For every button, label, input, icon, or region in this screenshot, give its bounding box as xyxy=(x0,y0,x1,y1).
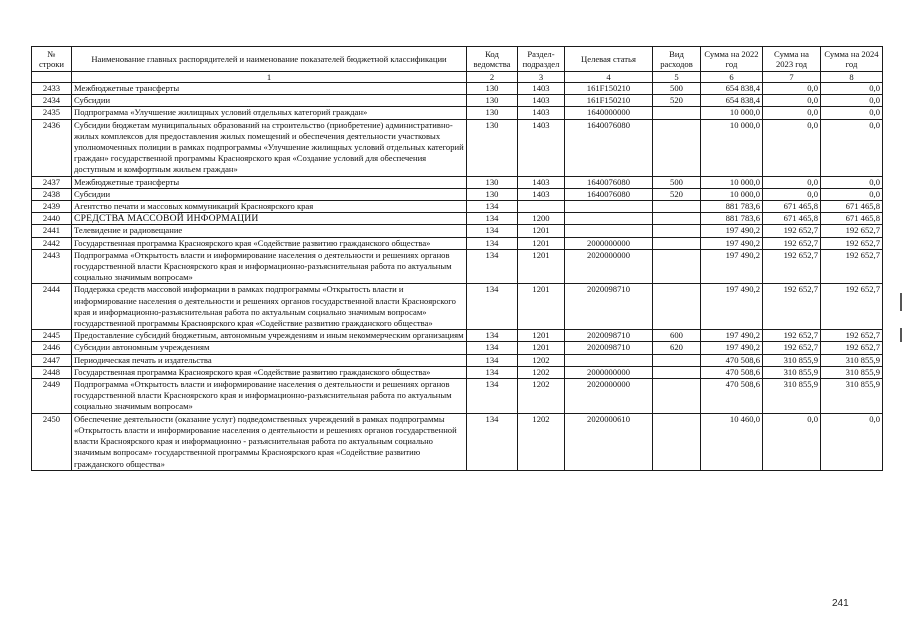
dept-code-cell: 134 xyxy=(467,366,518,378)
section-cell: 1202 xyxy=(518,366,565,378)
dept-code-cell: 134 xyxy=(467,213,518,225)
section-cell: 1201 xyxy=(518,225,565,237)
sum-2022-cell: 10 000,0 xyxy=(701,176,763,188)
expense-type-cell xyxy=(653,354,701,366)
expense-type-cell xyxy=(653,237,701,249)
sum-2023-cell: 192 652,7 xyxy=(763,284,821,330)
sum-2022-cell: 470 508,6 xyxy=(701,354,763,366)
sum-2022-cell: 197 490,2 xyxy=(701,237,763,249)
row-number-cell: 2446 xyxy=(32,342,72,354)
section-cell: 1202 xyxy=(518,413,565,470)
row-name-cell: Межбюджетные трансферты xyxy=(72,176,467,188)
row-number-cell: 2441 xyxy=(32,225,72,237)
section-cell: 1403 xyxy=(518,188,565,200)
table-row xyxy=(32,201,883,213)
expense-type-cell xyxy=(653,413,701,470)
header-sum-2023: Сумма на 2023 год xyxy=(763,47,821,72)
section-cell: 1403 xyxy=(518,119,565,176)
sum-2023-cell: 192 652,7 xyxy=(763,342,821,354)
expense-type-cell xyxy=(653,366,701,378)
dept-code-cell: 130 xyxy=(467,119,518,176)
table-row xyxy=(32,225,883,237)
row-name-cell: Субсидии автономным учреждениям xyxy=(72,342,467,354)
budget-table xyxy=(31,46,883,471)
sum-2023-cell: 671 465,8 xyxy=(763,213,821,225)
sum-2024-cell: 671 465,8 xyxy=(821,213,883,225)
row-name-cell: Обеспечение деятельности (оказание услуг) подведомственных учреждений в рамках подпрограммы «Открытость власти и информирование населения о деятельности и решениях органов государственной власти Красноярского края и информационно - разъяснительная работа по актуальным социально значимым вопросам» государственной программы Красноярского края «Содействие развитию гражданского общества» xyxy=(72,413,467,470)
dept-code-cell: 134 xyxy=(467,284,518,330)
header-sum-2022: Сумма на 2022 год xyxy=(701,47,763,72)
sum-2023-cell: 310 855,9 xyxy=(763,366,821,378)
row-name-cell: Межбюджетные трансферты xyxy=(72,83,467,95)
expense-type-cell xyxy=(653,249,701,284)
sum-2024-cell: 0,0 xyxy=(821,413,883,470)
section-cell: 1201 xyxy=(518,237,565,249)
expense-type-cell: 520 xyxy=(653,95,701,107)
sum-2022-cell: 10 460,0 xyxy=(701,413,763,470)
sum-2023-cell: 671 465,8 xyxy=(763,201,821,213)
row-name-cell: Агентство печати и массовых коммуникаций Красноярского края xyxy=(72,201,467,213)
row-number-cell: 2450 xyxy=(32,413,72,470)
target-article-cell: 2020000000 xyxy=(565,249,653,284)
section-cell: 1202 xyxy=(518,379,565,414)
table-row xyxy=(32,413,883,470)
expense-type-cell xyxy=(653,213,701,225)
page-number: 241 xyxy=(832,598,849,609)
row-name-cell: Предоставление субсидий бюджетным, автономным учреждениям и иным некоммерческим организациям xyxy=(72,330,467,342)
dept-code-cell: 130 xyxy=(467,176,518,188)
row-number-cell: 2440 xyxy=(32,213,72,225)
sum-2023-cell: 0,0 xyxy=(763,176,821,188)
sum-2023-cell: 0,0 xyxy=(763,119,821,176)
section-cell: 1201 xyxy=(518,284,565,330)
sum-2022-cell: 470 508,6 xyxy=(701,379,763,414)
target-article-cell xyxy=(565,225,653,237)
row-name-cell: Поддержка средств массовой информации в рамках подпрограммы «Открытость власти и информирование населения о деятельности и решениях органов государственной власти Красноярского края и информационно-разъяснительная работа по актуальным социально значимым вопросам» государственной программы Красноярского края «Содействие развитию гражданского общества» xyxy=(72,284,467,330)
column-number: 3 xyxy=(518,72,565,83)
table-row xyxy=(32,107,883,119)
row-name-cell: Периодическая печать и издательства xyxy=(72,354,467,366)
scan-edge-mark xyxy=(900,328,902,342)
target-article-cell xyxy=(565,201,653,213)
row-name-cell: Субсидии xyxy=(72,95,467,107)
table-row xyxy=(32,237,883,249)
column-number: 7 xyxy=(763,72,821,83)
row-name-cell: Субсидии бюджетам муниципальных образований на строительство (приобретение) административно-жилых комплексов для предоставления жилых помещений и обеспечения деятельности участковых уполномоченных полиции в рамках подпрограммы «Улучшение жилищных условий отдельных категорий граждан» государственной программы Красноярского края «Создание условий для обеспечения доступным и комфортным жильем граждан» xyxy=(72,119,467,176)
header-name: Наименование главных распорядителей и наименование показателей бюджетной классификации xyxy=(72,47,467,72)
header-expense-type: Вид расходов xyxy=(653,47,701,72)
sum-2023-cell: 192 652,7 xyxy=(763,249,821,284)
target-article-cell: 1640076080 xyxy=(565,188,653,200)
section-cell: 1201 xyxy=(518,330,565,342)
sum-2022-cell: 10 000,0 xyxy=(701,119,763,176)
column-number: 5 xyxy=(653,72,701,83)
sum-2022-cell: 654 838,4 xyxy=(701,83,763,95)
table-row xyxy=(32,188,883,200)
sum-2023-cell: 0,0 xyxy=(763,83,821,95)
dept-code-cell: 134 xyxy=(467,330,518,342)
target-article-cell: 1640076080 xyxy=(565,119,653,176)
target-article-cell: 2020098710 xyxy=(565,284,653,330)
sum-2024-cell: 0,0 xyxy=(821,176,883,188)
row-name-cell: Подпрограмма «Улучшение жилищных условий отдельных категорий граждан» xyxy=(72,107,467,119)
row-name-cell: Государственная программа Красноярского края «Содействие развитию гражданского общества» xyxy=(72,366,467,378)
header-target-article: Целевая статья xyxy=(565,47,653,72)
sum-2023-cell: 310 855,9 xyxy=(763,354,821,366)
table-body xyxy=(32,83,883,471)
row-number-cell: 2434 xyxy=(32,95,72,107)
section-cell: 1201 xyxy=(518,249,565,284)
sum-2023-cell: 0,0 xyxy=(763,95,821,107)
sum-2024-cell: 671 465,8 xyxy=(821,201,883,213)
column-number: 1 xyxy=(72,72,467,83)
row-number-cell: 2444 xyxy=(32,284,72,330)
target-article-cell: 161F150210 xyxy=(565,95,653,107)
expense-type-cell xyxy=(653,284,701,330)
expense-type-cell xyxy=(653,107,701,119)
dept-code-cell: 134 xyxy=(467,249,518,284)
sum-2024-cell: 0,0 xyxy=(821,188,883,200)
expense-type-cell: 500 xyxy=(653,176,701,188)
sum-2022-cell: 10 000,0 xyxy=(701,188,763,200)
target-article-cell: 2020000610 xyxy=(565,413,653,470)
dept-code-cell: 134 xyxy=(467,237,518,249)
sum-2023-cell: 0,0 xyxy=(763,107,821,119)
section-cell: 1202 xyxy=(518,354,565,366)
dept-code-cell: 134 xyxy=(467,354,518,366)
expense-type-cell xyxy=(653,201,701,213)
sum-2023-cell: 310 855,9 xyxy=(763,379,821,414)
target-article-cell: 2000000000 xyxy=(565,237,653,249)
sum-2024-cell: 0,0 xyxy=(821,119,883,176)
row-number-cell: 2442 xyxy=(32,237,72,249)
table-row xyxy=(32,249,883,284)
table-row xyxy=(32,213,883,225)
row-number-cell: 2438 xyxy=(32,188,72,200)
sum-2022-cell: 10 000,0 xyxy=(701,107,763,119)
sum-2022-cell: 197 490,2 xyxy=(701,330,763,342)
dept-code-cell: 134 xyxy=(467,413,518,470)
sum-2024-cell: 0,0 xyxy=(821,83,883,95)
scan-edge-mark xyxy=(900,293,902,311)
row-name-cell: Субсидии xyxy=(72,188,467,200)
sum-2024-cell: 0,0 xyxy=(821,95,883,107)
table-row xyxy=(32,176,883,188)
target-article-cell: 1640000000 xyxy=(565,107,653,119)
header-sum-2024: Сумма на 2024 год xyxy=(821,47,883,72)
table-row xyxy=(32,284,883,330)
row-number-cell: 2445 xyxy=(32,330,72,342)
table-row xyxy=(32,83,883,95)
row-name-cell: Подпрограмма «Открытость власти и информирование населения о деятельности и решениях органов государственной власти Красноярского края и информационно-разъяснительная работа по актуальным социально значимым вопросам» xyxy=(72,379,467,414)
sum-2022-cell: 881 783,6 xyxy=(701,201,763,213)
dept-code-cell: 130 xyxy=(467,83,518,95)
target-article-cell: 2020098710 xyxy=(565,342,653,354)
sum-2022-cell: 881 783,6 xyxy=(701,213,763,225)
table-row xyxy=(32,330,883,342)
table-row xyxy=(32,95,883,107)
row-number-cell: 2443 xyxy=(32,249,72,284)
dept-code-cell: 130 xyxy=(467,188,518,200)
column-number: 4 xyxy=(565,72,653,83)
sum-2022-cell: 197 490,2 xyxy=(701,284,763,330)
target-article-cell: 1640076080 xyxy=(565,176,653,188)
row-name-cell: Телевидение и радиовещание xyxy=(72,225,467,237)
target-article-cell: 2000000000 xyxy=(565,366,653,378)
section-cell: 1201 xyxy=(518,342,565,354)
section-cell: 1403 xyxy=(518,176,565,188)
table-row xyxy=(32,342,883,354)
sum-2024-cell: 0,0 xyxy=(821,107,883,119)
row-number-cell: 2433 xyxy=(32,83,72,95)
expense-type-cell: 500 xyxy=(653,83,701,95)
section-cell: 1403 xyxy=(518,107,565,119)
row-number-cell: 2439 xyxy=(32,201,72,213)
sum-2024-cell: 192 652,7 xyxy=(821,237,883,249)
dept-code-cell: 134 xyxy=(467,379,518,414)
target-article-cell: 2020000000 xyxy=(565,379,653,414)
row-number-cell: 2447 xyxy=(32,354,72,366)
column-number: 6 xyxy=(701,72,763,83)
sum-2023-cell: 192 652,7 xyxy=(763,237,821,249)
expense-type-cell xyxy=(653,119,701,176)
dept-code-cell: 130 xyxy=(467,107,518,119)
expense-type-cell: 620 xyxy=(653,342,701,354)
expense-type-cell xyxy=(653,225,701,237)
expense-type-cell xyxy=(653,379,701,414)
row-number-cell: 2448 xyxy=(32,366,72,378)
dept-code-cell: 134 xyxy=(467,342,518,354)
sum-2022-cell: 197 490,2 xyxy=(701,342,763,354)
column-number xyxy=(32,72,72,83)
row-name-cell: Государственная программа Красноярского края «Содействие развитию гражданского общества» xyxy=(72,237,467,249)
sum-2024-cell: 310 855,9 xyxy=(821,379,883,414)
sum-2023-cell: 192 652,7 xyxy=(763,330,821,342)
sum-2024-cell: 192 652,7 xyxy=(821,330,883,342)
section-cell xyxy=(518,201,565,213)
sum-2023-cell: 0,0 xyxy=(763,188,821,200)
header-section: Раздел-подраздел xyxy=(518,47,565,72)
column-number: 2 xyxy=(467,72,518,83)
section-cell: 1403 xyxy=(518,83,565,95)
row-number-cell: 2437 xyxy=(32,176,72,188)
sum-2024-cell: 192 652,7 xyxy=(821,249,883,284)
sum-2024-cell: 310 855,9 xyxy=(821,354,883,366)
sum-2022-cell: 654 838,4 xyxy=(701,95,763,107)
column-number: 8 xyxy=(821,72,883,83)
row-number-cell: 2436 xyxy=(32,119,72,176)
row-name-cell: СРЕДСТВА МАССОВОЙ ИНФОРМАЦИИ xyxy=(72,213,467,225)
expense-type-cell: 600 xyxy=(653,330,701,342)
table-row xyxy=(32,354,883,366)
sum-2023-cell: 0,0 xyxy=(763,413,821,470)
sum-2022-cell: 197 490,2 xyxy=(701,249,763,284)
sum-2024-cell: 192 652,7 xyxy=(821,342,883,354)
target-article-cell xyxy=(565,213,653,225)
dept-code-cell: 130 xyxy=(467,95,518,107)
table-row xyxy=(32,119,883,176)
table-row xyxy=(32,366,883,378)
sum-2022-cell: 470 508,6 xyxy=(701,366,763,378)
header-dept-code: Код ведомства xyxy=(467,47,518,72)
dept-code-cell: 134 xyxy=(467,225,518,237)
table-row xyxy=(32,379,883,414)
target-article-cell: 161F150210 xyxy=(565,83,653,95)
dept-code-cell: 134 xyxy=(467,201,518,213)
section-cell: 1403 xyxy=(518,95,565,107)
sum-2024-cell: 192 652,7 xyxy=(821,284,883,330)
header-row-number: № строки xyxy=(32,47,72,72)
target-article-cell: 2020098710 xyxy=(565,330,653,342)
sum-2024-cell: 310 855,9 xyxy=(821,366,883,378)
sum-2023-cell: 192 652,7 xyxy=(763,225,821,237)
sum-2022-cell: 197 490,2 xyxy=(701,225,763,237)
target-article-cell xyxy=(565,354,653,366)
row-name-cell: Подпрограмма «Открытость власти и информирование населения о деятельности и решениях органов государственной власти Красноярского края и информационно-разъяснительная работа по актуальным социально значимым вопросам» xyxy=(72,249,467,284)
section-cell: 1200 xyxy=(518,213,565,225)
sum-2024-cell: 192 652,7 xyxy=(821,225,883,237)
expense-type-cell: 520 xyxy=(653,188,701,200)
row-number-cell: 2435 xyxy=(32,107,72,119)
row-number-cell: 2449 xyxy=(32,379,72,414)
